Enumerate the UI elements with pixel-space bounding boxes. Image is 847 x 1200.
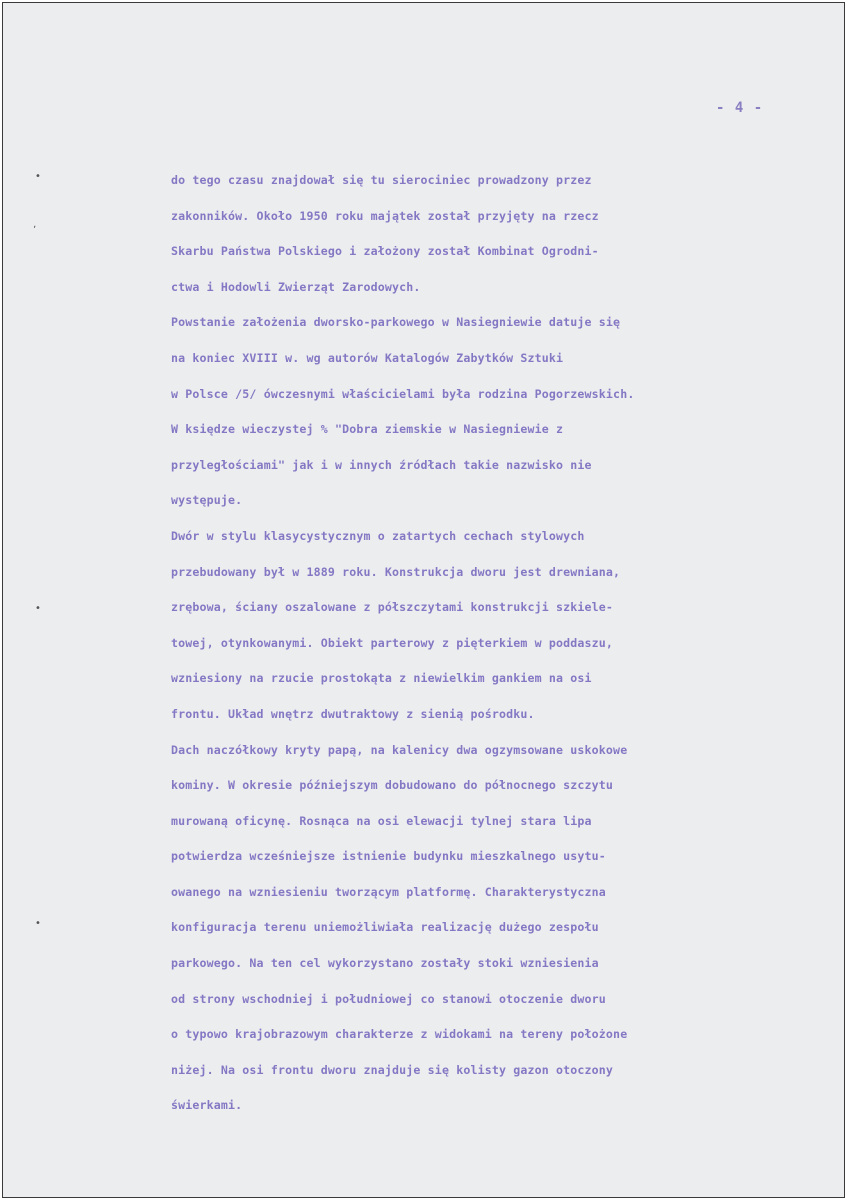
text-line: o typowo krajobrazowym charakterze z widokami na tereny położone: [171, 1027, 628, 1042]
text-line: murowaną oficynę. Rosnąca na osi elewacji tylnej stara lipa: [171, 813, 592, 828]
margin-tick: ʼ: [33, 225, 37, 236]
body-text: [171, 163, 836, 1124]
text-line: występuje.: [171, 493, 243, 508]
text-line: wzniesiony na rzucie prostokąta z niewielkim gankiem na osi: [171, 671, 592, 686]
text-line: przebudowany był w 1889 roku. Konstrukcja dworu jest drewniana,: [171, 564, 621, 579]
text-line: frontu. Układ wnętrz dwutraktowy z sienią pośrodku.: [171, 706, 535, 721]
text-line: do tego czasu znajdował się tu sierociniec prowadzony przez: [171, 173, 592, 187]
text-line: towej, otynkowanymi. Obiekt parterowy z pięterkiem w poddaszu,: [171, 635, 614, 650]
text-line: Dwór w stylu klasycystycznym o zatartych cechach stylowych: [171, 528, 585, 543]
page-number: - 4 -: [716, 100, 764, 116]
text-line: zrębowa, ściany oszalowane z półszczytami konstrukcji szkiele-: [171, 600, 614, 615]
text-line: zakonników. Około 1950 roku majątek został przyjęty na rzecz: [171, 208, 599, 223]
text-line: Dach naczółkowy kryty papą, na kalenicy dwa ogzymsowane uskokowe: [171, 742, 628, 757]
text-line: Skarbu Państwa Polskiego i założony został Kombinat Ogrodni-: [171, 244, 599, 259]
text-line: w Polsce /5/ ówczesnymi właścicielami była rodzina Pogorzewskich.: [171, 386, 635, 401]
text-line: od strony wschodniej i południowej co stanowi otoczenie dworu: [171, 991, 606, 1006]
margin-dot: •: [35, 603, 41, 614]
text-line: na koniec XVIII w. wg autorów Katalogów Zabytków Sztuki: [171, 350, 564, 365]
text-line: przyległościami" jak i w innych źródłach takie nazwisko nie: [171, 457, 592, 472]
text-line: potwierdza wcześniejsze istnienie budynku mieszkalnego usytu-: [171, 849, 606, 864]
text-line: kominy. W okresie późniejszym dobudowano do północnego szczytu: [171, 778, 614, 793]
text-line: Powstanie założenia dworsko-parkowego w Nasiegniewie datuje się: [171, 315, 621, 330]
text-line: W księdze wieczystej % "Dobra ziemskie w Nasiegniewie z: [171, 422, 564, 437]
margin-dot: •: [35, 918, 41, 929]
text-line: ctwa i Hodowli Zwierząt Zarodowych.: [171, 279, 421, 294]
text-line: świerkami.: [171, 1098, 243, 1113]
margin-dot: •: [35, 171, 41, 182]
document-page: [2, 2, 845, 1198]
text-line: niżej. Na osi frontu dworu znajduje się kolisty gazon otoczony: [171, 1062, 614, 1077]
text-line: owanego na wzniesieniu tworzącym platformę. Charakterystyczna: [171, 884, 606, 899]
text-line: parkowego. Na ten cel wykorzystano zostały stoki wzniesienia: [171, 956, 599, 971]
text-line: konfiguracja terenu uniemożliwiała realizację dużego zespołu: [171, 920, 599, 935]
